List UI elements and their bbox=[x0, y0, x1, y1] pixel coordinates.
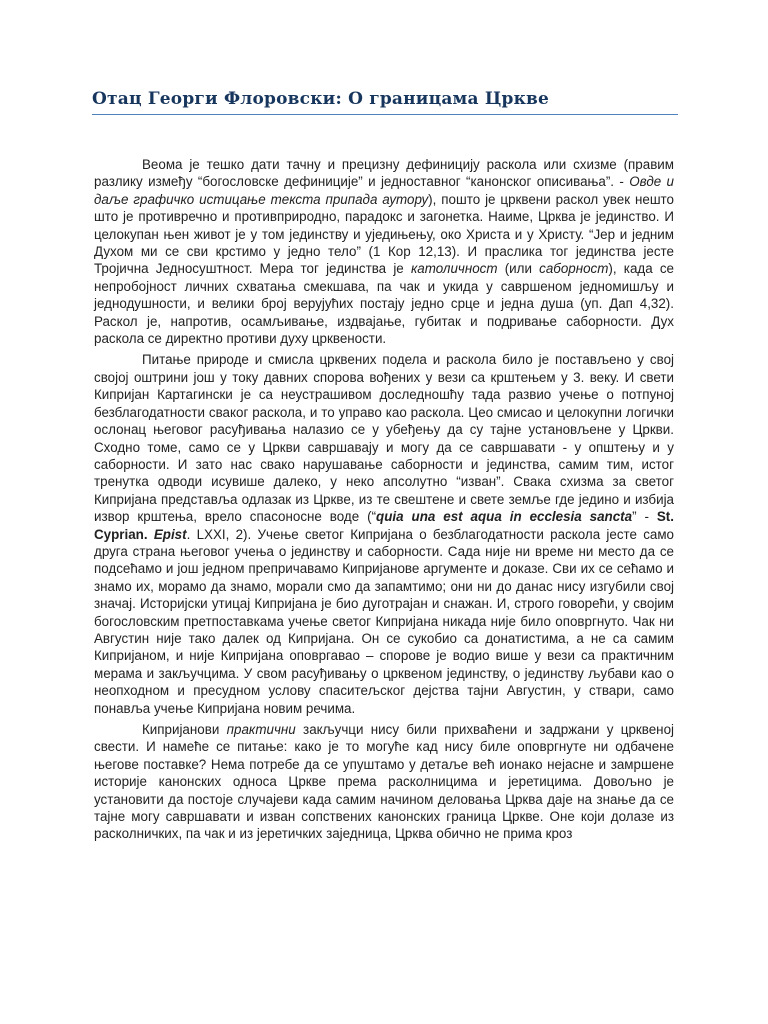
text-run: Овде и даље графичко истицање текста припада аутору bbox=[94, 174, 674, 207]
document-title: Отац Георги Флоровски: О границама Цркве bbox=[92, 89, 550, 109]
paragraph-3 bbox=[94, 721, 674, 843]
text-run: (или bbox=[497, 261, 540, 277]
text-run: ), пошто је црквени раскол увек нешто што је противречно и противприродно, парадокс и загонетка. Наиме, Црква је јединство. И целокупан њен живот је у том јединству и уједињењу, око Христа и у Христу. “Јер и једним Духом ми се сви крстимо у једно тело” (1 Кор 12,13). И праслика тог јединства јесте Тројична Једносуштност. Мера тог јединства је bbox=[94, 191, 674, 277]
text-run: католичност bbox=[410, 261, 498, 277]
text-run: закључци нису били прихваћени и задржани у црквеној свести. И намеће се питање: како је то могуће кад нису биле оповргнуте ни одбачене његове поставке? Нема потребе да се упуштамо у детаље већ ионако нејасне и замршене историје канонских односа Цркве према расколницима и јеретицима. Довољно је установити да постоје случајеви када самим начином деловања Црква даје на знање да се тајне могу савршавати и изван сопствених канонских граница Цркве. Оне који долазе из расколничких, па чак и из јеретичких заједница, Црква обично не прима кроз bbox=[94, 722, 674, 842]
text-run: саборност bbox=[539, 261, 609, 277]
paragraph-2 bbox=[94, 351, 674, 717]
text-run: quia una est aqua in ecclesia sancta bbox=[376, 509, 633, 525]
title-underline bbox=[92, 114, 678, 115]
text-run: Веома је тешко дати тачну и прецизну дефиницију раскола или схизме (правим разлику између “богословске дефиниције” и једноставног “канонског описивања”. - bbox=[94, 157, 674, 190]
text-run: Epist bbox=[153, 526, 187, 542]
text-run: ” - bbox=[632, 509, 657, 525]
text-run: Кипријанови bbox=[142, 722, 227, 737]
text-run: практични bbox=[226, 722, 296, 737]
document-body bbox=[94, 156, 674, 847]
paragraph-1 bbox=[94, 156, 674, 347]
text-run: St. Cyprian. bbox=[94, 509, 674, 542]
text-run: Питање природе и смисла црквених подела и раскола било је постављено у свој својој оштрини још у току давних спорова вођених у вези са крштењем у 3. веку. И свети Кипријан Картагински је са неустрашивом доследношћу тада развио учење о потпуној безблагодатности сваког раскола, и то управо као раскола. Цео смисао и целокупни логички ослонац његовог расуђивања налазио се у убеђењу да су тајне установљене у Цркви. Сходно томе, само се у Цркви савршавају и могу да се савршавати - у општењу и у саборности. И зато нас свако нарушавање саборности и јединства, самим тим, истог тренутка одводи исувише далеко, у неко апсолутно “изван”. Свака схизма за светог Кипријана представља одлазак из Цркве, из те свештене и свете земље где једино и избија извор крштења, врело спасоносне воде (“ bbox=[94, 352, 674, 525]
text-run: . LXXI, 2). Учење светог Кипријана о безблагодатности раскола јесте само друга страна његовог учења о јединству и саборности. Сада није ни време ни место да се подсећамо и још једном препричавамо Кипријанове аргументе и доказе. Сви их се сећамо и знамо их, морамо да знамо, морали смо да запамтимо; они ни до данас нису изгубили свој значај. Историјски утицај Кипријана је био дуготрајан и снажан. И, строго говорећи, у својим богословским претпоставкама учење светог Кипријана никада није било оповргнуто. Чак ни Августин није тако далек од Кипријана. Он се сукобио са донатистима, а не са самим Кипријаном, и није Кипријана оповргавао – спорове је водио више у вези са практичним мерама и закључцима. У свом расуђивању о црквеном јединству, о јединству љубави као о неопходном и пресудном услову спаситељског дејства тајни Августин, у ствари, само понавља учење Кипријана новим речима. bbox=[94, 526, 675, 716]
text-run: ), када се непробојност личних схватања смекшава, па чак и укида у савршеном једномишљу и једнодушности, и велики број верујућих постају једно срце и једна душа (уп. Дап 4,32). Раскол је, напротив, осамљивање, издвајање, губитак и подривање саборности. Дух раскола се директно противи духу црквености. bbox=[94, 261, 675, 347]
